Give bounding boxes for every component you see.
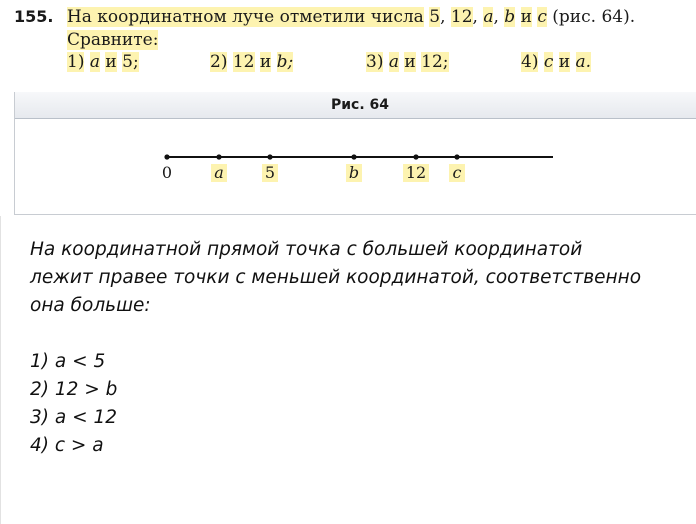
- task-conj: и: [259, 52, 272, 72]
- compare-label: Сравните:: [67, 30, 159, 50]
- task-label: 2): [210, 52, 228, 72]
- point-marker: [216, 154, 221, 159]
- task-3: [366, 51, 449, 74]
- problem-statement: [14, 5, 684, 52]
- problem-intro: На координатном луче отметили числа: [66, 7, 424, 27]
- point-marker: [454, 154, 459, 159]
- value-5: 5: [429, 7, 441, 27]
- task-left: a: [388, 52, 399, 72]
- answer-result: 2) 12 > b: [30, 379, 118, 400]
- divider: [0, 216, 1, 524]
- task-4: [521, 51, 591, 74]
- point-label: c: [452, 163, 462, 182]
- point-label: a: [214, 163, 224, 182]
- value-12: 12: [450, 7, 473, 27]
- answer-result: 4) c > a: [30, 435, 104, 456]
- number-line: [15, 119, 696, 214]
- task-left: c: [543, 52, 554, 72]
- task-conj: и: [105, 52, 117, 72]
- point-label: 0: [161, 163, 173, 182]
- task-label: 4): [521, 52, 539, 72]
- answer-block: [30, 236, 690, 460]
- answer-text-line: лежит правее точки с меньшей координатой, соответственно: [30, 267, 642, 288]
- task-right: 5;: [122, 52, 139, 72]
- figure-reference: (рис. 64).: [552, 7, 636, 27]
- task-1: [67, 51, 139, 74]
- value-b: b: [504, 7, 516, 27]
- value-c: c: [537, 7, 547, 27]
- task-conj: и: [558, 52, 571, 72]
- task-label: 1): [67, 52, 85, 72]
- point-label: 5: [264, 163, 276, 182]
- task-right: a.: [575, 52, 592, 72]
- point-label: 12: [405, 163, 427, 182]
- problem-number: 155.: [14, 7, 54, 26]
- problem-line-2: [67, 29, 684, 52]
- task-label: 3): [366, 52, 384, 72]
- task-2: [210, 51, 293, 74]
- answer-result: 1) a < 5: [30, 351, 106, 372]
- and-word: и: [520, 7, 532, 27]
- problem-line-1: 155. На координатном луче отметили числа 5, 12, a, b и c (рис. 64).: [14, 7, 636, 27]
- task-left: 12: [232, 52, 255, 72]
- point-marker: [351, 154, 356, 159]
- answer-text-line: она больше:: [30, 295, 151, 316]
- point-marker: [413, 154, 418, 159]
- answer-text-line: На координатной прямой точка с большей координатой: [30, 239, 583, 260]
- task-left: a: [89, 52, 100, 72]
- task-right: 12;: [421, 52, 449, 72]
- task-right: b;: [276, 52, 294, 72]
- figure-title: Рис. 64: [15, 92, 696, 119]
- task-conj: и: [404, 52, 416, 72]
- answer-result: 3) a < 12: [30, 407, 118, 428]
- point-marker: [164, 154, 169, 159]
- value-a: a: [483, 7, 494, 27]
- point-marker: [267, 154, 272, 159]
- point-label: b: [348, 163, 360, 182]
- figure-64: [14, 92, 696, 215]
